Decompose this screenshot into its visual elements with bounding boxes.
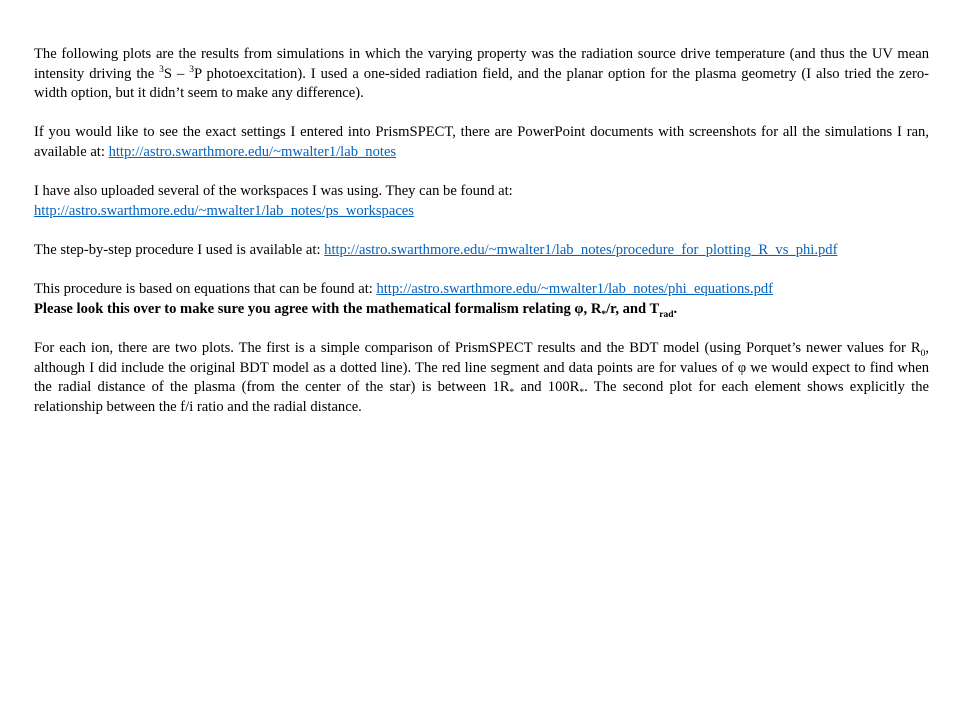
procedure-link[interactable]: http://astro.swarthmore.edu/~mwalter1/lab_notes/procedure_for_plotting_R_vs_phi.pdf <box>324 241 838 258</box>
review-request <box>34 300 678 320</box>
intro-text-b: P photoexcitation). I used a one-sided radiation field, and the planar option for the plasma geometry (I also tried the zero-width option, but it didn’t seem to make any difference). <box>34 65 929 102</box>
subscript-star: * <box>601 309 607 320</box>
plots-text-c: and 100R <box>514 379 580 396</box>
equations-link[interactable]: http://astro.swarthmore.edu/~mwalter1/lab_notes/phi_equations.pdf <box>376 281 774 298</box>
superscript-3-b: 3 <box>189 64 195 75</box>
equations-text: This procedure is based on equations that can be found at: <box>34 281 377 298</box>
plots-text-d: . The second plot for each element shows explicitly the relationship between the f/i ratio and the radial distance. <box>34 379 929 415</box>
settings-text: If you would like to see the exact settings I entered into PrismSPECT, there are PowerPoint documents with screenshots for all the simulations I ran, available at: <box>34 124 929 160</box>
plots-text-b: , although I did include the original BDT model as a dotted line). The red line segment and data points are for values of φ we would expect to find when the radial distance of the plasma (from the center of the star) is between 1R <box>34 339 929 396</box>
plots-text-a: For each ion, there are two plots. The first is a simple comparison of PrismSPECT results and the BDT model (using Porquet’s newer values for R <box>34 339 921 356</box>
intro-text-s: S – <box>163 65 190 82</box>
workspaces-text: I have also uploaded several of the workspaces I was using. They can be found at: <box>34 183 513 200</box>
intro-text-a: The following plots are the results from simulations in which the varying property was the radiation source drive temperature (and thus the UV mean intensity driving the <box>34 46 929 82</box>
superscript-3-a: 3 <box>159 64 164 75</box>
review-text-b: /r, and T <box>606 300 660 317</box>
subscript-star-a: * <box>509 388 515 398</box>
paragraph-workspaces <box>34 182 929 221</box>
review-text-c: . <box>673 300 678 317</box>
procedure-text: The step-by-step procedure I used is available at: <box>34 241 325 258</box>
paragraph-simulation-intro <box>34 45 929 104</box>
lab-notes-link[interactable]: http://astro.swarthmore.edu/~mwalter1/lab_notes <box>108 143 397 160</box>
paragraph-settings <box>34 123 929 162</box>
paragraph-procedure <box>34 241 929 261</box>
subscript-star-b: * <box>579 388 585 398</box>
document-body <box>34 45 929 437</box>
subscript-0: 0 <box>920 348 926 359</box>
paragraph-plots-description <box>34 339 929 417</box>
review-text-a: Please look this over to make sure you agree with the mathematical formalism relating φ, R <box>34 300 602 317</box>
workspaces-link[interactable]: http://astro.swarthmore.edu/~mwalter1/lab_notes/ps_workspaces <box>34 202 414 219</box>
paragraph-equations <box>34 280 929 319</box>
subscript-rad: rad <box>659 309 674 320</box>
